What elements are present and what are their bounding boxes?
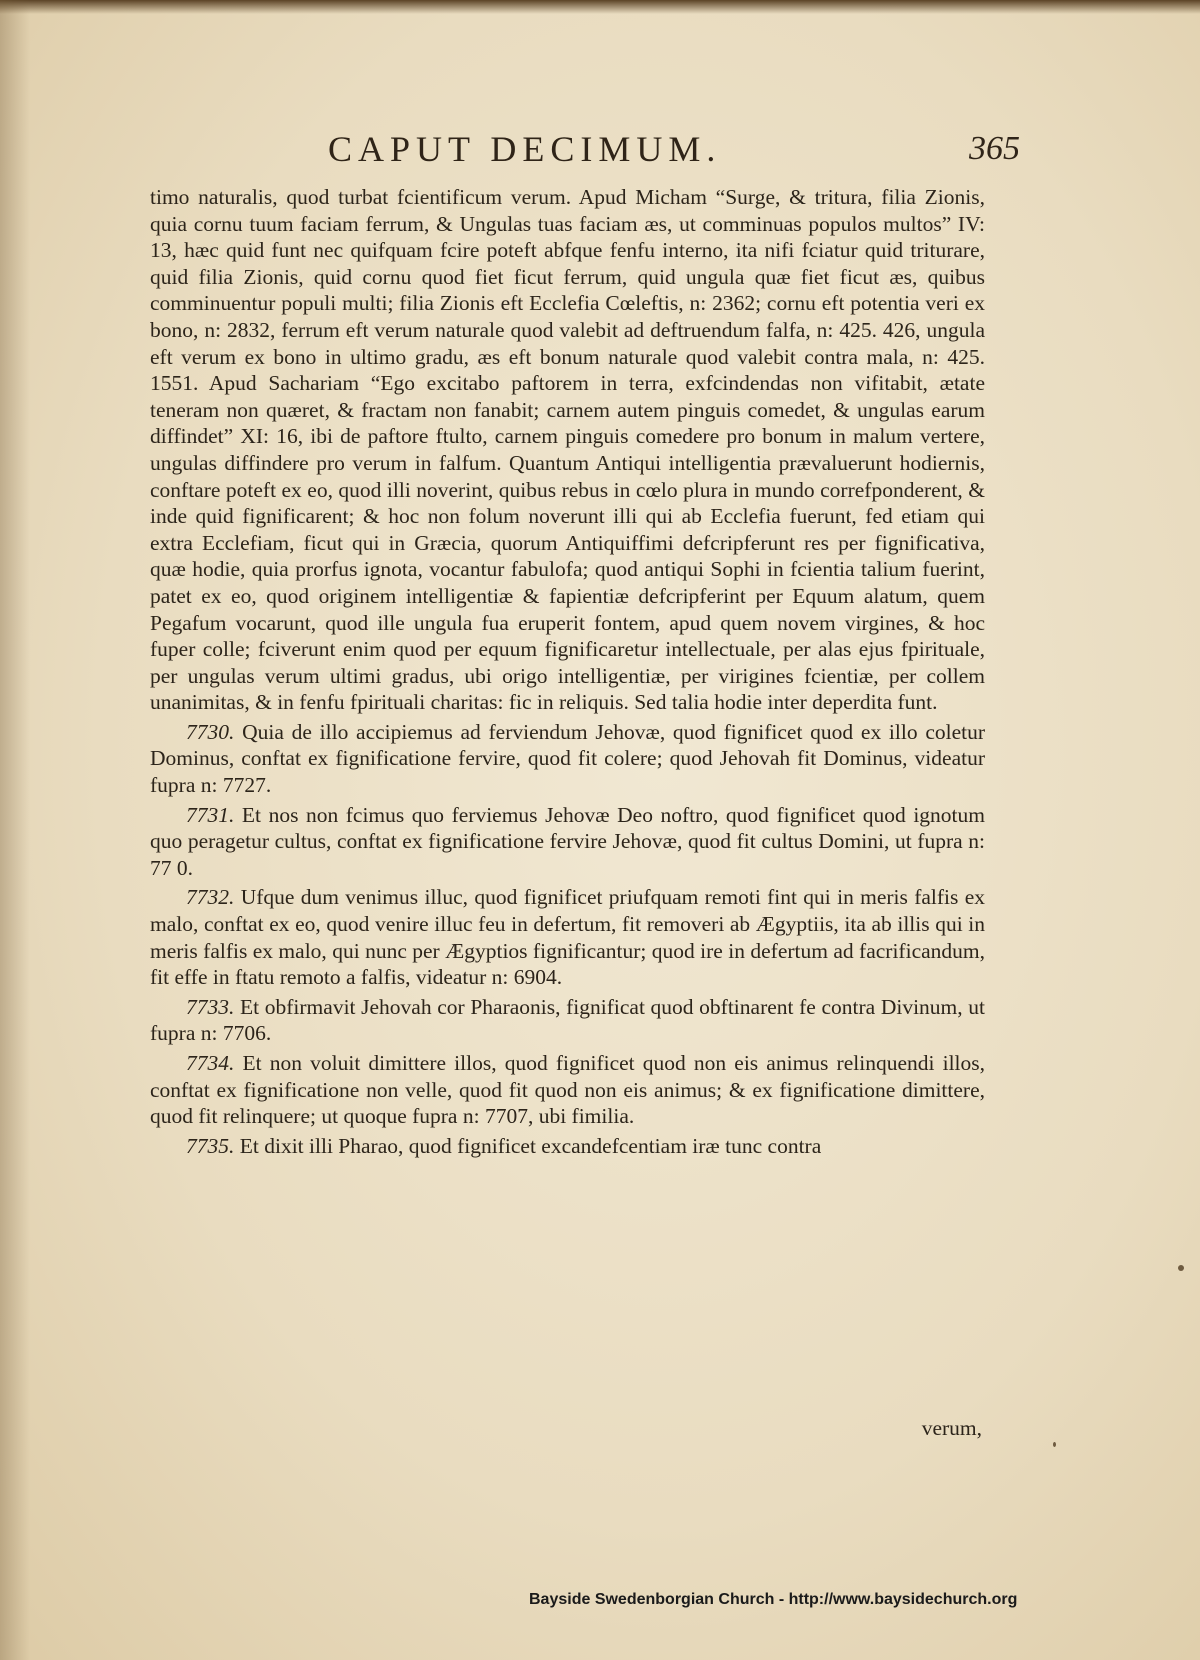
paragraph-7734 [150, 1050, 985, 1130]
page-top-shadow [0, 0, 1200, 14]
page-body [150, 184, 985, 1159]
paper-speck [1053, 1442, 1056, 1447]
paragraph-text: Et nos non fcimus quo ferviemus Jehovæ Deo noftro, quod fignificet quod ignotum quo peragetur cultus, conftat ex fignificatione fervire Jehovæ, quod fit cultus Domini, ut fupra n: 77 0. [150, 802, 986, 880]
page-binding-edge [0, 0, 30, 1660]
page-number: 365 [969, 130, 1020, 167]
footer-credit: Bayside Swedenborgian Church - http://www.baysidechurch.org [529, 1591, 1018, 1608]
paragraph-text: Quia de illo accipiemus ad ferviendum Jehovæ, quod fignificet quod ex illo coletur Dominus, conftat ex fignificatione fervire, quod fit colere; quod Jehovah fit Dominus, videatur fupra n: 7727. [150, 719, 986, 798]
paragraph-7735 [150, 1133, 985, 1160]
paragraph-number: 7733. [186, 994, 235, 1019]
paragraph-7730 [150, 719, 985, 799]
running-title: CAPUT DECIMUM. [328, 129, 722, 169]
paragraph-continuation [150, 184, 985, 716]
page-header [150, 128, 1020, 178]
paragraph-number: 7734. [186, 1051, 235, 1075]
paragraph-number: 7732. [186, 885, 235, 910]
paragraph-text: Et non voluit dimittere illos, quod fignificet quod non eis animus relinquendi illos, conftat ex fignificatione non velle, quod fit quod non eis animus; & ex fignificatione dimittere, quod fit relinquere; ut quoque fupra n: 7707, ubi fimilia. [150, 1051, 986, 1129]
paragraph-text: timo naturalis, quod turbat fcientificum verum. Apud Micham “Surge, & tritura, filia Zionis, quia cornu tuum faciam ferrum, & Ungulas tuas faciam æs, ut comminuas populos multos” IV: 13, hæc quid funt nec quifquam fcire poteft abfque fenfu interno, ita nifi fciatur quid triturare, quid filia Zionis, quid cornu quod fiet ficut ferrum, quid ungula quæ fiet ficut æs, quibus comminuentur populi multi; filia Zionis eft Ecclefia Cœleftis, n: 2362; cornu eft potentia veri ex bono, n: 2832, ferrum eft verum naturale quod valebit ad deftruendum falfa, n: 425. 426, ungula eft verum ex bono in ultimo gradu, æs eft bonum naturale quod valebit contra mala, n: 425. 1551. Apud Sachariam “Ego excitabo paftorem in terra, exfcindendas non vifitabit, ætate teneram non quæret, & fractam non fanabit; carnem autem pinguis comedet, & ungulas earum diffindet” XI: 16, ibi de paftore ftulto, carnem pinguis comedere pro bonum in malum vertere, ungulas diffindere pro verum in falfum. Quantum Antiqui intelligentia prævaluerunt hodiernis, conftare poteft ex eo, quod illi noverint, quibus rebus in cœlo plura in mundo correfponderent, & inde quid fignificarent; & hoc non folum noverunt illi qui ab Ecclefia fuerunt, fed etiam qui extra Ecclefiam, ficut qui in Græcia, quorum Antiquiffimi defcripferunt res per fignificativa, quæ hodie, quia prorfus ignota, vocantur fabulofa; quod antiqui Sophi in fcientia talium fuerint, patet ex eo, quod originem intelligentiæ & fapientiæ defcripferint per Equum alatum, quem Pegafum vocarunt, quod ille ungula fua eruperit fontem, apud quem novem virgines, & hoc fuper colle; fciverunt enim quod per equum fignificaretur intellectuale, per alas ejus fpirituale, per ungulas verum ultimi gradus, ubi origo intelligentiæ, per virigines fcientiæ, per collem unanimitas, & in fenfu fpirituali charitas: fic in reliquis. Sed talia hodie inter deperdita funt. [150, 185, 985, 715]
paper-speck [1178, 1265, 1184, 1271]
paragraph-number: 7735. [186, 1133, 235, 1158]
paragraph-text: Et dixit illi Pharao, quod fignificet excandefcentiam iræ tunc contra [239, 1133, 822, 1158]
paragraph-7731 [150, 802, 985, 882]
paragraph-text: Et obfirmavit Jehovah cor Pharaonis, fignificat quod obftinarent fe contra Divinum, ut fupra n: 7706. [150, 994, 986, 1046]
paragraph-number: 7731. [186, 802, 235, 827]
paragraph-7732 [150, 884, 985, 990]
catchword: verum, [921, 1416, 982, 1440]
paragraph-number: 7730. [186, 719, 235, 744]
paragraph-7733 [150, 994, 985, 1047]
paragraph-text: Ufque dum venimus illuc, quod fignificet priufquam remoti fint qui in meris falfis ex malo, conftat ex eo, quod venire illuc feu in defertum, fit removeri ab Ægyptiis, ita ab illis qui in meris falfis ex malo, qui nunc per Ægyptios fignificantur; quod ire in defertum ad facrificandum, fit effe in ftatu remoto a falfis, videatur n: 6904. [150, 885, 986, 990]
